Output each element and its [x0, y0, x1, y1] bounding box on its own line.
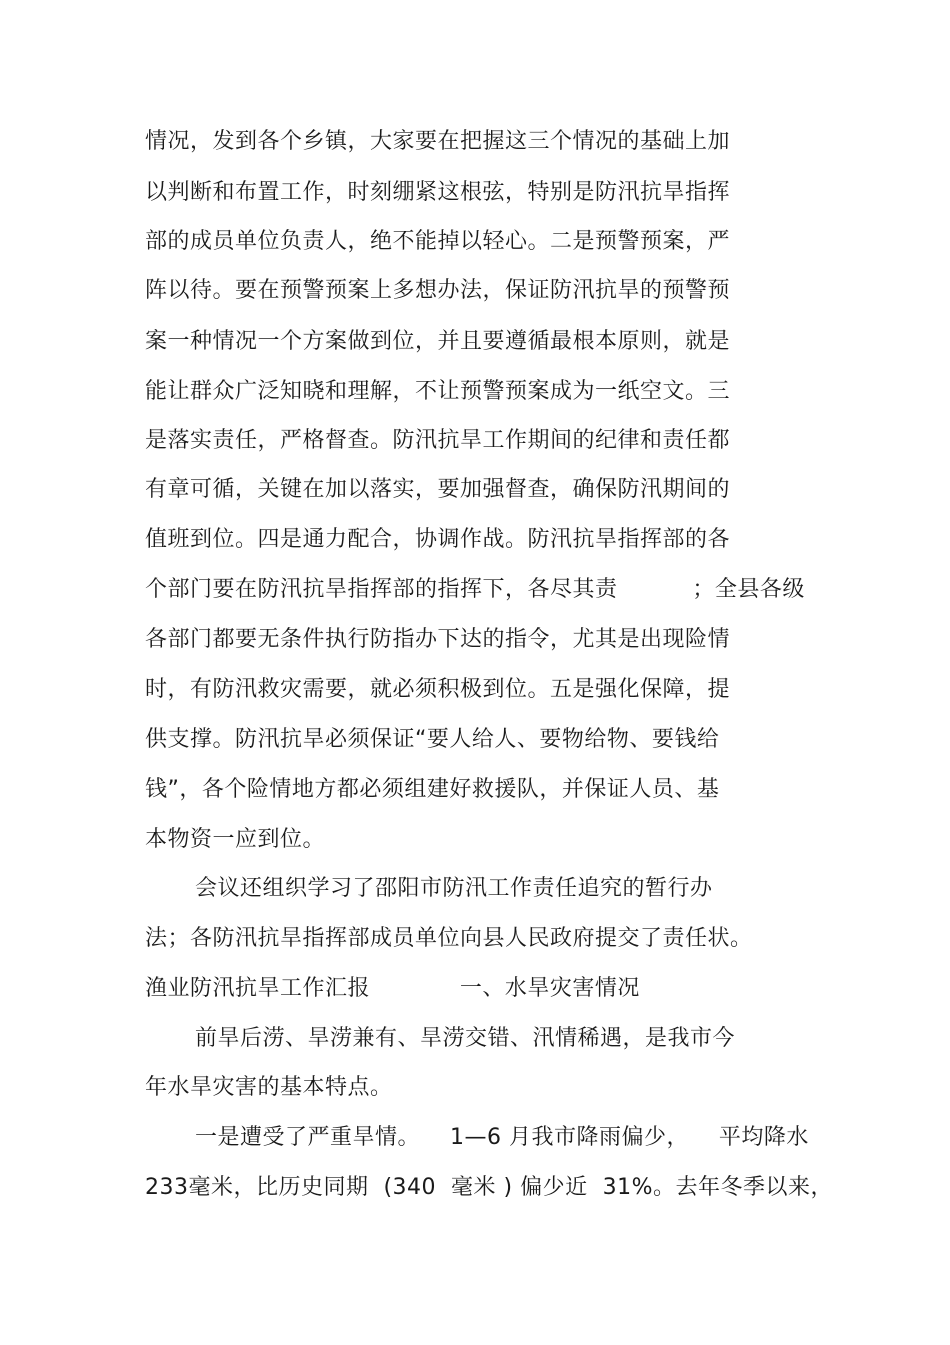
- text-line: 部的成员单位负责人，绝不能掉以轻心。二是预警预案，严: [145, 229, 731, 254]
- text-line: 233毫米，比历史同期 (340 毫米 ) 偏少近 31%。去年冬季以来，: [145, 1175, 833, 1200]
- paragraph-first-line: 会议还组织学习了邵阳市防汛工作责任追究的暂行办: [195, 876, 713, 901]
- text-line: 案一种情况一个方案做到位，并且要遵循最根本原则，就是: [145, 329, 731, 354]
- text-line: 以判断和布置工作，时刻绷紧这根弦，特别是防汛抗旱指挥: [145, 180, 731, 205]
- text-line: 个部门要在防汛抗旱指挥部的指挥下，各尽其责 ；全县各级: [145, 577, 805, 602]
- text-line: 供支撑。防汛抗旱必须保证“要人给人、要物给物、要钱给: [145, 727, 720, 752]
- text-line: 情况，发到各个乡镇，大家要在把握这三个情况的基础上加: [145, 129, 731, 154]
- text-line: 各部门都要无条件执行防指办下达的指令，尤其是出现险情: [145, 627, 731, 652]
- text-line: 钱”，各个险情地方都必须组建好救援队，并保证人员、基: [145, 777, 720, 802]
- text-line: 能让群众广泛知晓和理解，不让预警预案成为一纸空文。三: [145, 379, 731, 404]
- text-line: 有章可循，关键在加以落实，要加强督查，确保防汛期间的: [145, 477, 731, 502]
- text-line: 是落实责任，严格督查。防汛抗旱工作期间的纪律和责任都: [145, 428, 731, 453]
- paragraph-first-line: 一是遭受了严重旱情。 1—6 月我市降雨偏少， 平均降水: [195, 1125, 809, 1150]
- section-heading: 渔业防汛抗旱工作汇报 一、水旱灾害情况: [145, 976, 640, 1001]
- text-line: 年水旱灾害的基本特点。: [145, 1075, 393, 1100]
- text-line: 阵以待。要在预警预案上多想办法，保证防汛抗旱的预警预: [145, 278, 731, 303]
- text-line: 本物资一应到位。: [145, 827, 326, 852]
- paragraph-first-line: 前旱后涝、旱涝兼有、旱涝交错、汛情稀遇，是我市今: [195, 1026, 736, 1051]
- text-line: 值班到位。四是通力配合，协调作战。防汛抗旱指挥部的各: [145, 527, 731, 552]
- text-line: 时，有防汛救灾需要，就必须积极到位。五是强化保障，提: [145, 677, 731, 702]
- text-line: 法；各防汛抗旱指挥部成员单位向县人民政府提交了责任状。: [145, 926, 753, 951]
